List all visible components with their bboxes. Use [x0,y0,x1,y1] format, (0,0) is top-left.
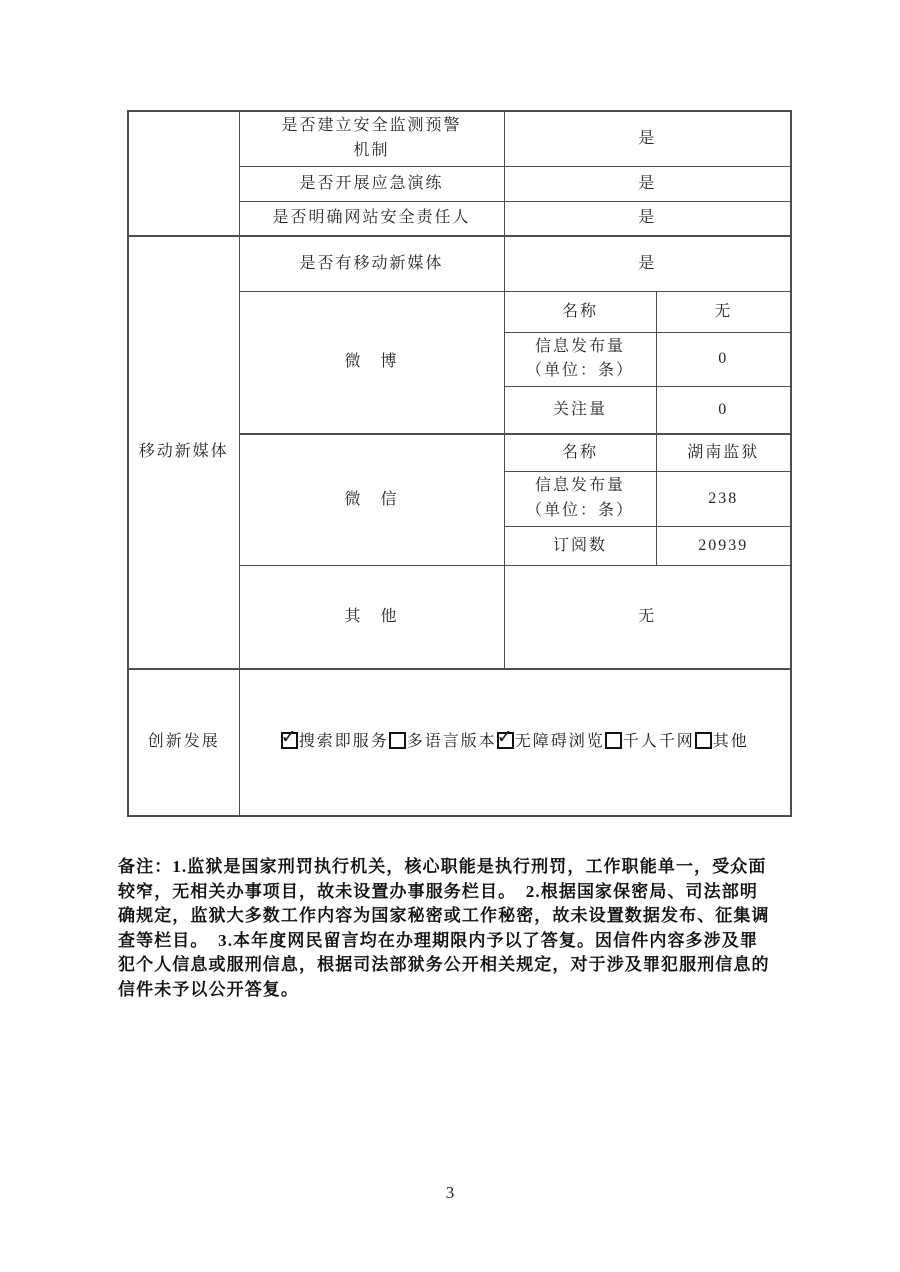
value-cell: 0 [656,387,791,434]
checkbox-label: 千人千网 [622,733,695,751]
answer-cell: 是 [504,201,791,236]
metric-cell: 名称 [504,291,656,332]
metric-cell [504,472,656,527]
remarks-line: 犯个人信息或服刑信息，根据司法部狱务公开相关规定，对于涉及罪犯服刑信息的 [118,955,770,974]
answer-cell: 是 [504,166,791,201]
report-table [127,110,792,817]
question-cell: 是否有移动新媒体 [239,236,504,291]
value-cell: 湖南监狱 [656,434,791,472]
innovation-options-cell [239,669,791,816]
category-cell-innovation: 创新发展 [128,669,239,816]
metric-text-line1: 信息发布量 [534,337,625,355]
answer-cell: 是 [504,111,791,166]
remarks-line: 查等栏目。 3.本年度网民留言均在办理期限内予以了答复。因信件内容多涉及罪 [118,930,758,950]
value-cell: 无 [504,566,791,669]
check-icon: ✓ [280,726,299,749]
metric-text-line2: （单位：条） [525,362,634,380]
platform-cell-other: 其 他 [239,566,504,669]
checkbox-multilingual[interactable] [389,732,406,749]
checkbox-personalized-web[interactable] [605,732,622,749]
remarks-line: 信件未予以公开答复。 [118,979,299,999]
checkbox-label: 无障碍浏览 [514,733,605,751]
table-row [128,669,791,816]
value-cell: 20939 [656,527,791,566]
remarks-paragraph [118,855,802,1002]
category-cell-empty [128,111,239,236]
value-cell: 0 [656,332,791,387]
metric-cell: 关注量 [504,387,656,434]
checkbox-label: 多语言版本 [406,733,497,751]
metric-text-line2: （单位：条） [525,502,634,520]
question-cell: 是否明确网站安全责任人 [239,201,504,236]
check-icon: ✓ [496,726,515,749]
remarks-line: 备注：1.监狱是国家刑罚执行机关，核心职能是执行刑罚，工作职能单一，受众面 [118,857,767,876]
checkbox-accessibility[interactable] [496,726,515,749]
value-cell: 无 [656,291,791,332]
value-cell: 238 [656,472,791,527]
page-number: 3 [445,1183,455,1202]
category-cell-mobile-media: 移动新媒体 [128,236,239,669]
question-cell [239,111,504,166]
question-text-line1: 是否建立安全监测预警 [281,117,462,134]
platform-cell-wechat: 微 信 [239,434,504,566]
checkbox-label: 其他 [712,733,749,751]
question-cell: 是否开展应急演练 [239,166,504,201]
table-row [128,111,791,166]
metric-cell [504,332,656,387]
table-row [128,236,791,291]
metric-text-line1: 信息发布量 [534,477,625,495]
remarks-line: 确规定，监狱大多数工作内容为国家秘密或工作秘密，故未设置数据发布、征集调 [118,906,770,925]
metric-cell: 订阅数 [504,527,656,566]
checkbox-label: 搜索即服务 [298,733,389,751]
checkbox-search-as-service[interactable] [280,726,299,749]
remarks-line: 较窄，无相关办事项目，故未设置办事服务栏目。 2.根据国家保密局、司法部明 [118,881,758,901]
checkbox-other[interactable] [695,732,712,749]
answer-cell: 是 [504,236,791,291]
metric-cell: 名称 [504,434,656,472]
platform-cell-weibo: 微 博 [239,291,504,434]
question-text-line2: 机制 [353,141,390,159]
